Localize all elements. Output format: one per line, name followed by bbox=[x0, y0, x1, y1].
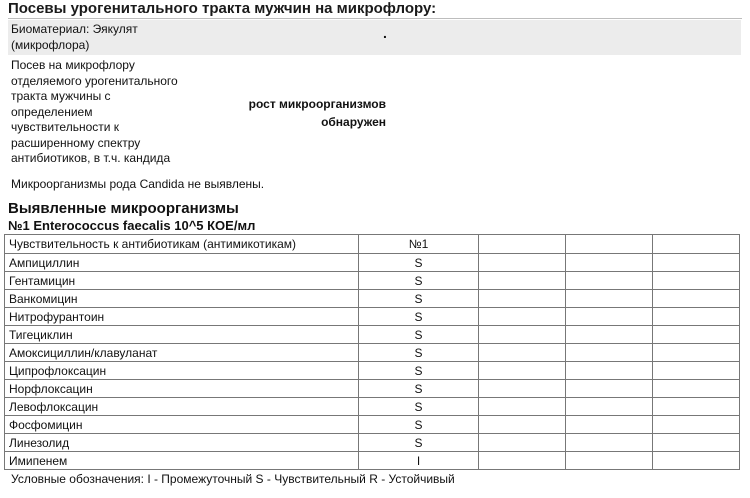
empty-cell bbox=[653, 254, 740, 272]
empty-cell bbox=[653, 380, 740, 398]
empty-cell bbox=[653, 344, 740, 362]
antibiotic-name: Фосфомицин bbox=[5, 416, 359, 434]
biomaterial-label bbox=[11, 21, 138, 53]
culture-description-line: отделяемого урогенитального bbox=[11, 73, 178, 88]
empty-cell bbox=[566, 398, 653, 416]
biomaterial-value: . bbox=[383, 25, 387, 41]
table-row bbox=[5, 362, 740, 380]
empty-cell bbox=[479, 344, 566, 362]
empty-cell bbox=[653, 272, 740, 290]
sensitivity-table bbox=[4, 234, 740, 470]
culture-description-line: чувствительности к bbox=[11, 120, 120, 134]
table-header-empty bbox=[653, 235, 740, 254]
antibiotic-name: Нитрофурантоин bbox=[5, 308, 359, 326]
sensitivity-result: S bbox=[359, 416, 479, 434]
empty-cell bbox=[566, 326, 653, 344]
table-row bbox=[5, 254, 740, 272]
sensitivity-result: S bbox=[359, 398, 479, 416]
antibiotic-name: Амоксициллин/клавуланат bbox=[5, 344, 359, 362]
table-row bbox=[5, 344, 740, 362]
table-header-row bbox=[5, 235, 740, 254]
table-row bbox=[5, 380, 740, 398]
organism-title: №1 Enterococcus faecalis 10^5 КОЕ/мл bbox=[8, 218, 256, 233]
empty-cell bbox=[479, 380, 566, 398]
sensitivity-result: S bbox=[359, 272, 479, 290]
section-title: Посевы урогенитального тракта мужчин на микрофлору: bbox=[8, 0, 742, 19]
culture-description-line: антибиотиков, в т.ч. кандида bbox=[11, 151, 171, 165]
antibiotic-name: Ванкомицин bbox=[5, 290, 359, 308]
empty-cell bbox=[566, 362, 653, 380]
empty-cell bbox=[479, 416, 566, 434]
sensitivity-result: S bbox=[359, 362, 479, 380]
biomaterial-label-line1: Биоматериал: Эякулят bbox=[11, 22, 138, 36]
sensitivity-result: S bbox=[359, 326, 479, 344]
antibiotic-name: Имипенем bbox=[5, 452, 359, 470]
empty-cell bbox=[653, 362, 740, 380]
table-row bbox=[5, 290, 740, 308]
sensitivity-result: I bbox=[359, 452, 479, 470]
found-organisms-title: Выявленные микроорганизмы bbox=[8, 200, 239, 217]
empty-cell bbox=[479, 452, 566, 470]
biomaterial-label-line2: (микрофлора) bbox=[11, 38, 90, 52]
culture-result bbox=[226, 95, 386, 131]
table-row bbox=[5, 272, 740, 290]
table-row bbox=[5, 398, 740, 416]
candida-note: Микроорганизмы рода Candida не выявлены. bbox=[11, 177, 265, 191]
empty-cell bbox=[653, 326, 740, 344]
table-header-label: Чувствительность к антибиотикам (антимикотикам) bbox=[5, 235, 359, 254]
culture-description-line: определением bbox=[11, 104, 93, 119]
empty-cell bbox=[479, 434, 566, 452]
empty-cell bbox=[566, 434, 653, 452]
antibiotic-name: Гентамицин bbox=[5, 272, 359, 290]
culture-description-line: расширенному спектру bbox=[11, 135, 141, 150]
empty-cell bbox=[479, 254, 566, 272]
empty-cell bbox=[566, 308, 653, 326]
culture-description-line: тракта мужчины с bbox=[11, 89, 111, 103]
antibiotic-name: Тигециклин bbox=[5, 326, 359, 344]
empty-cell bbox=[653, 308, 740, 326]
empty-cell bbox=[566, 272, 653, 290]
empty-cell bbox=[653, 398, 740, 416]
table-row bbox=[5, 326, 740, 344]
empty-cell bbox=[653, 434, 740, 452]
table-row bbox=[5, 434, 740, 452]
sensitivity-result: S bbox=[359, 254, 479, 272]
empty-cell bbox=[566, 254, 653, 272]
legend: Условные обозначения: I - Промежуточный S - Чувствительный R - Устойчивый bbox=[11, 472, 455, 486]
culture-result-line1: рост микроорганизмов bbox=[248, 97, 386, 111]
table-row bbox=[5, 416, 740, 434]
table-header-empty bbox=[566, 235, 653, 254]
empty-cell bbox=[566, 290, 653, 308]
culture-description-line: Посев на микрофлору bbox=[11, 58, 135, 72]
empty-cell bbox=[479, 398, 566, 416]
biomaterial-row bbox=[8, 20, 741, 55]
antibiotic-name: Ампициллин bbox=[5, 254, 359, 272]
empty-cell bbox=[479, 272, 566, 290]
empty-cell bbox=[566, 380, 653, 398]
culture-result-line2: обнаружен bbox=[321, 115, 386, 129]
empty-cell bbox=[479, 362, 566, 380]
sensitivity-result: S bbox=[359, 290, 479, 308]
sensitivity-result: S bbox=[359, 380, 479, 398]
empty-cell bbox=[653, 290, 740, 308]
empty-cell bbox=[653, 452, 740, 470]
antibiotic-name: Линезолид bbox=[5, 434, 359, 452]
empty-cell bbox=[479, 290, 566, 308]
antibiotic-name: Ципрофлоксацин bbox=[5, 362, 359, 380]
sensitivity-result: S bbox=[359, 308, 479, 326]
empty-cell bbox=[566, 416, 653, 434]
culture-description bbox=[11, 58, 186, 167]
sensitivity-result: S bbox=[359, 344, 479, 362]
table-row bbox=[5, 452, 740, 470]
empty-cell bbox=[566, 452, 653, 470]
empty-cell bbox=[653, 416, 740, 434]
table-header-col1: №1 bbox=[359, 235, 479, 254]
sensitivity-result: S bbox=[359, 434, 479, 452]
antibiotic-name: Левофлоксацин bbox=[5, 398, 359, 416]
empty-cell bbox=[479, 308, 566, 326]
antibiotic-name: Норфлоксацин bbox=[5, 380, 359, 398]
table-header-empty bbox=[479, 235, 566, 254]
empty-cell bbox=[566, 344, 653, 362]
table-row bbox=[5, 308, 740, 326]
empty-cell bbox=[479, 326, 566, 344]
